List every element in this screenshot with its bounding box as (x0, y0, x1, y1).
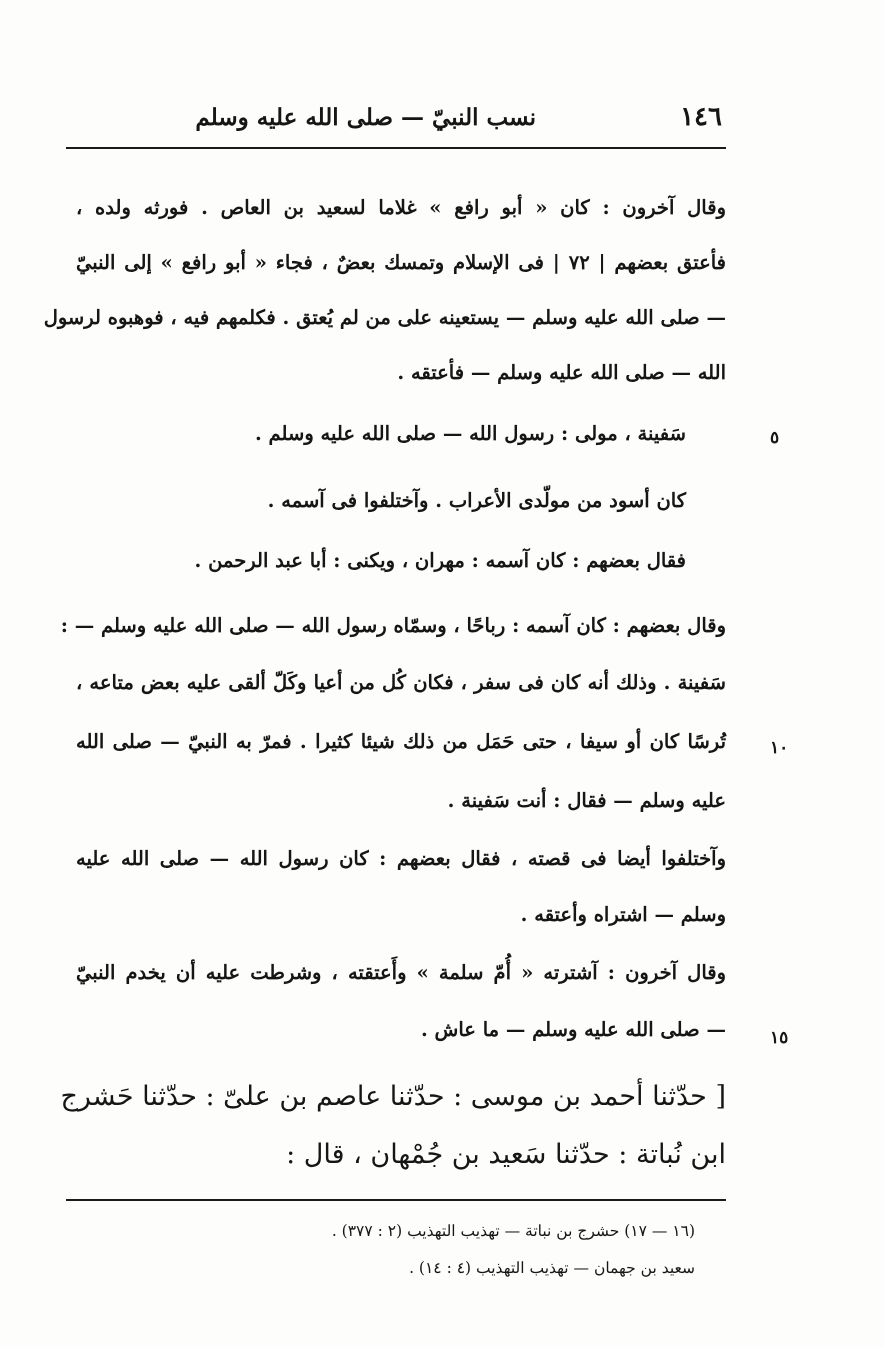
line-number-margin: ١٥ (770, 1028, 789, 1048)
text-line: الله — صلى الله عليه وسلم — فأعتقه . (397, 361, 726, 384)
footnote: (١٦ — ١٧) حشرج بن نباتة — تهذيب التهذيب (٢ : ٣٧٧) . (331, 1222, 695, 1240)
text-line: وقال آخرون : آشترته « أُمّ سلمة » وأَعتقته ، وشرطت عليه أن يخدم النبيّ (76, 961, 726, 984)
footnote-rule (66, 1199, 726, 1201)
text-line: وقال آخرون : كان « أبو رافع » غلاما لسعيد بن العاص . فورثه ولده ، (76, 196, 726, 219)
running-title: نسب النبيّ — صلى الله عليه وسلم (195, 104, 536, 131)
text-line: سَفينة ، مولى : رسول الله — صلى الله عليه وسلم . (254, 422, 686, 445)
text-line: عليه وسلم — فقال : أنت سَفينة . (447, 789, 726, 812)
text-line-large: ابن نُباتة : حدّثنا سَعيد بن جُمْهان ، قال : (286, 1139, 726, 1170)
footnote: سعيد بن جهمان — تهذيب التهذيب (٤ : ١٤) . (409, 1259, 695, 1277)
text-line: وقال بعضهم : كان آسمه : رباحًا ، وسمّاه رسول الله — صلى الله عليه وسلم — : (60, 614, 726, 637)
text-line-large: [ حدّثنا أحمد بن موسى : حدّثنا عاصم بن علىّ : حدّثنا حَشرج (60, 1081, 726, 1112)
header-rule (66, 147, 726, 149)
page-header (66, 92, 726, 144)
text-line: فقال بعضهم : كان آسمه : مهران ، ويكنى : أبا عبد الرحمن . (194, 549, 686, 572)
text-line: وسلم — اشتراه وأعتقه . (520, 903, 726, 926)
text-line: فأعتق بعضهم | ٧٢ | فى الإسلام وتمسك بعضٌ ، فجاء « أبو رافع » إلى النبيّ (76, 251, 726, 274)
text-line: — صلى الله عليه وسلم — يستعينه على من لم يُعتق . فكلمهم فيه ، فوهبوه لرسول (43, 306, 726, 329)
text-line: — صلى الله عليه وسلم — ما عاش . (420, 1018, 726, 1041)
line-number-margin: ٥ (770, 428, 780, 448)
page-number: ١٤٦ (680, 102, 722, 132)
text-line: وآختلفوا أيضا فى قصته ، فقال بعضهم : كان رسول الله — صلى الله عليه (76, 847, 726, 870)
text-line: سَفينة . وذلك أنه كان فى سفر ، فكان كُل من أعيا وكَلّ ألقى عليه بعض متاعه ، (76, 671, 726, 694)
line-number-margin: ١٠ (770, 738, 789, 758)
text-line: كان أسود من مولّدى الأعراب . وآختلفوا فى آسمه . (267, 489, 686, 512)
text-line: تُرسًا كان أو سيفا ، حتى حَمَل من ذلك شيئا كثيرا . فمرّ به النبيّ — صلى الله (76, 730, 726, 753)
